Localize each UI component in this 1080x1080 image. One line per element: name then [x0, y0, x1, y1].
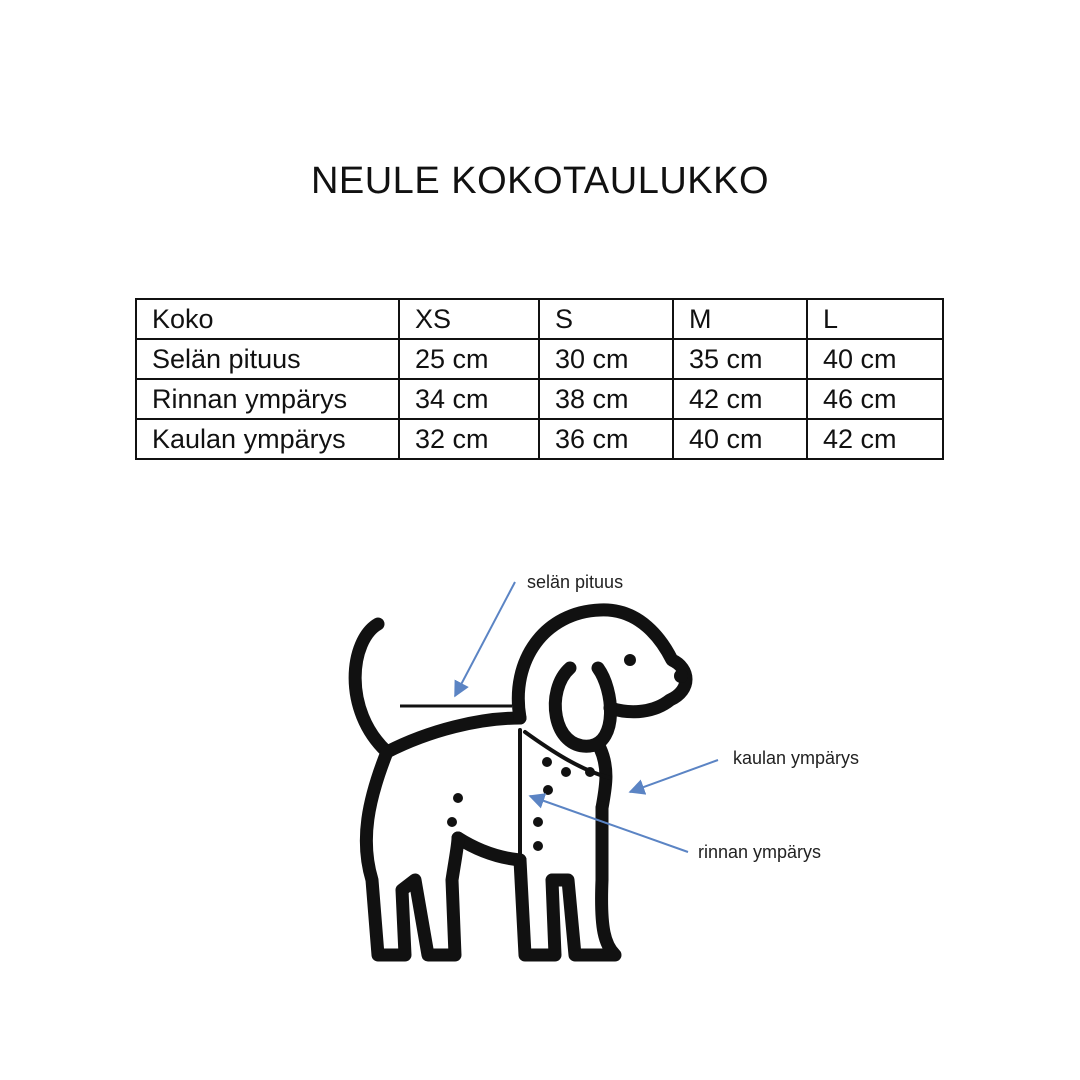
dog-rear-leg — [366, 752, 458, 955]
table-row — [136, 419, 943, 459]
neck-girth-label: kaulan ympärys — [733, 748, 860, 768]
table-cell: 25 cm — [399, 339, 539, 379]
table-cell: 36 cm — [539, 419, 673, 459]
dog-back — [387, 718, 520, 752]
table-cell: 42 cm — [807, 419, 943, 459]
table-cell: 46 cm — [807, 379, 943, 419]
table-header-cell: Koko — [136, 299, 399, 339]
dog-ear — [555, 668, 610, 746]
back-length-label: selän pituus — [527, 572, 624, 592]
table-header-cell: M — [673, 299, 807, 339]
dog-outline-icon — [355, 610, 686, 955]
table-cell: 40 cm — [807, 339, 943, 379]
table-cell: 34 cm — [399, 379, 539, 419]
page-title: NEULE KOKOTAULUKKO — [310, 160, 770, 202]
table-cell: 35 cm — [673, 339, 807, 379]
table-row — [136, 379, 943, 419]
dog-nose — [674, 669, 688, 683]
neck-girth-arrow — [630, 760, 718, 792]
table-header-cell: S — [539, 299, 673, 339]
table-header-cell: XS — [399, 299, 539, 339]
dog-tail — [355, 624, 387, 752]
table-cell: 32 cm — [399, 419, 539, 459]
chest-girth-label: rinnan ympärys — [698, 842, 822, 862]
table-cell: 38 cm — [539, 379, 673, 419]
table-cell: 40 cm — [673, 419, 807, 459]
dog-front-leg — [520, 808, 615, 955]
table-cell: 42 cm — [673, 379, 807, 419]
table-cell: Rinnan ympärys — [136, 379, 399, 419]
table-cell: 30 cm — [539, 339, 673, 379]
table-cell: Kaulan ympärys — [136, 419, 399, 459]
table-header-cell: L — [807, 299, 943, 339]
dog-belly — [458, 838, 520, 860]
dog-eye — [624, 654, 636, 666]
dog-measurement-diagram — [0, 540, 1080, 1010]
table-header-row — [136, 299, 943, 339]
table-row — [136, 339, 943, 379]
size-table — [135, 298, 944, 460]
table-cell: Selän pituus — [136, 339, 399, 379]
back-length-arrow — [455, 582, 515, 696]
